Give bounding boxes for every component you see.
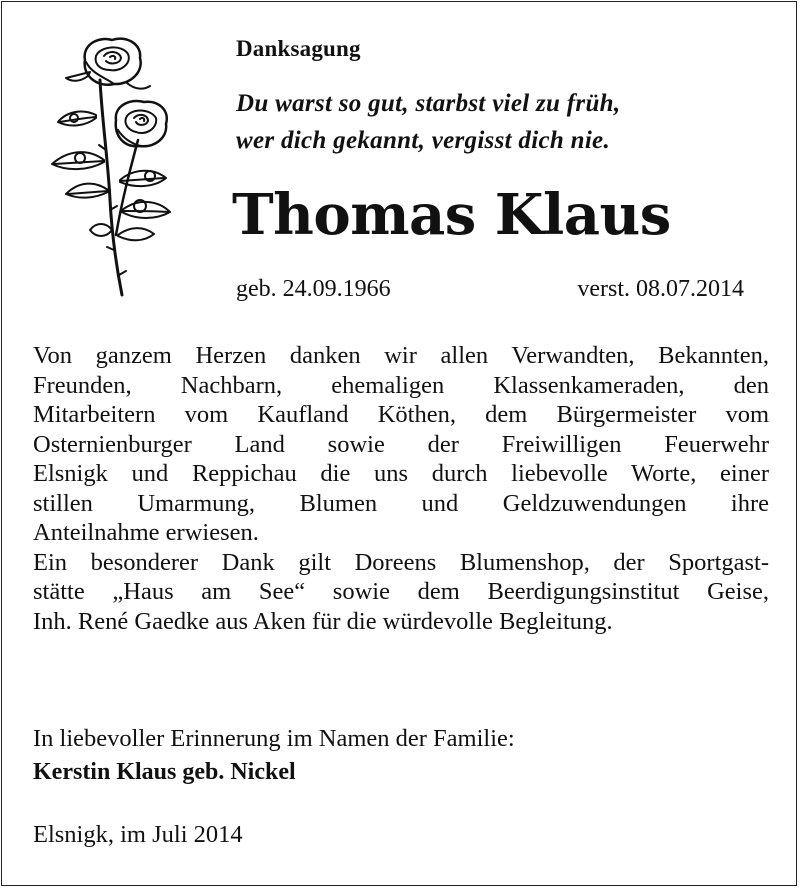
- closing-line: In liebevoller Erinnerung im Namen der Familie:: [33, 725, 515, 752]
- text-line: Freunden, Nachbarn, ehemaligen Klassenkameraden, den: [33, 371, 769, 399]
- text-line: Osternienburger Land sowie der Freiwilligen Feuerwehr: [33, 430, 769, 458]
- birth-date: geb. 24.09.1966: [236, 276, 391, 302]
- poem: [236, 85, 620, 159]
- text-line: Mitarbeitern vom Kaufland Köthen, dem Bürgermeister vom: [33, 401, 769, 428]
- text-line: Anteilnahme erwiesen.: [33, 519, 259, 546]
- text-line: Von ganzem Herzen danken wir allen Verwandten, Bekannten,: [33, 342, 769, 369]
- text-line: Ein besonderer Dank gilt Doreens Blumenshop, der Sportgast-: [33, 548, 769, 576]
- thanks-text: [33, 341, 769, 636]
- poem-line: wer dich gekannt, vergisst dich nie.: [236, 127, 611, 154]
- place-date: Elsnigk, im Juli 2014: [33, 821, 243, 848]
- rose-icon: [30, 30, 195, 300]
- notice-heading: Danksagung: [236, 36, 361, 61]
- poem-line: Du warst so gut, starbst viel zu früh,: [236, 90, 621, 117]
- death-date: verst. 08.07.2014: [577, 276, 744, 302]
- text-line: stätte „Haus am See“ sowie dem Beerdigungsinstitut Geise,: [33, 578, 769, 605]
- signer-name: Kerstin Klaus geb. Nickel: [33, 759, 296, 785]
- text-line: Elsnigk und Reppichau die uns durch liebevolle Worte, einer: [33, 460, 769, 487]
- text-line: Inh. René Gaedke aus Aken für die würdevolle Begleitung.: [33, 607, 613, 635]
- deceased-name: Thomas Klaus: [232, 182, 671, 248]
- text-line: stillen Umarmung, Blumen und Geldzuwendungen ihre: [33, 489, 769, 517]
